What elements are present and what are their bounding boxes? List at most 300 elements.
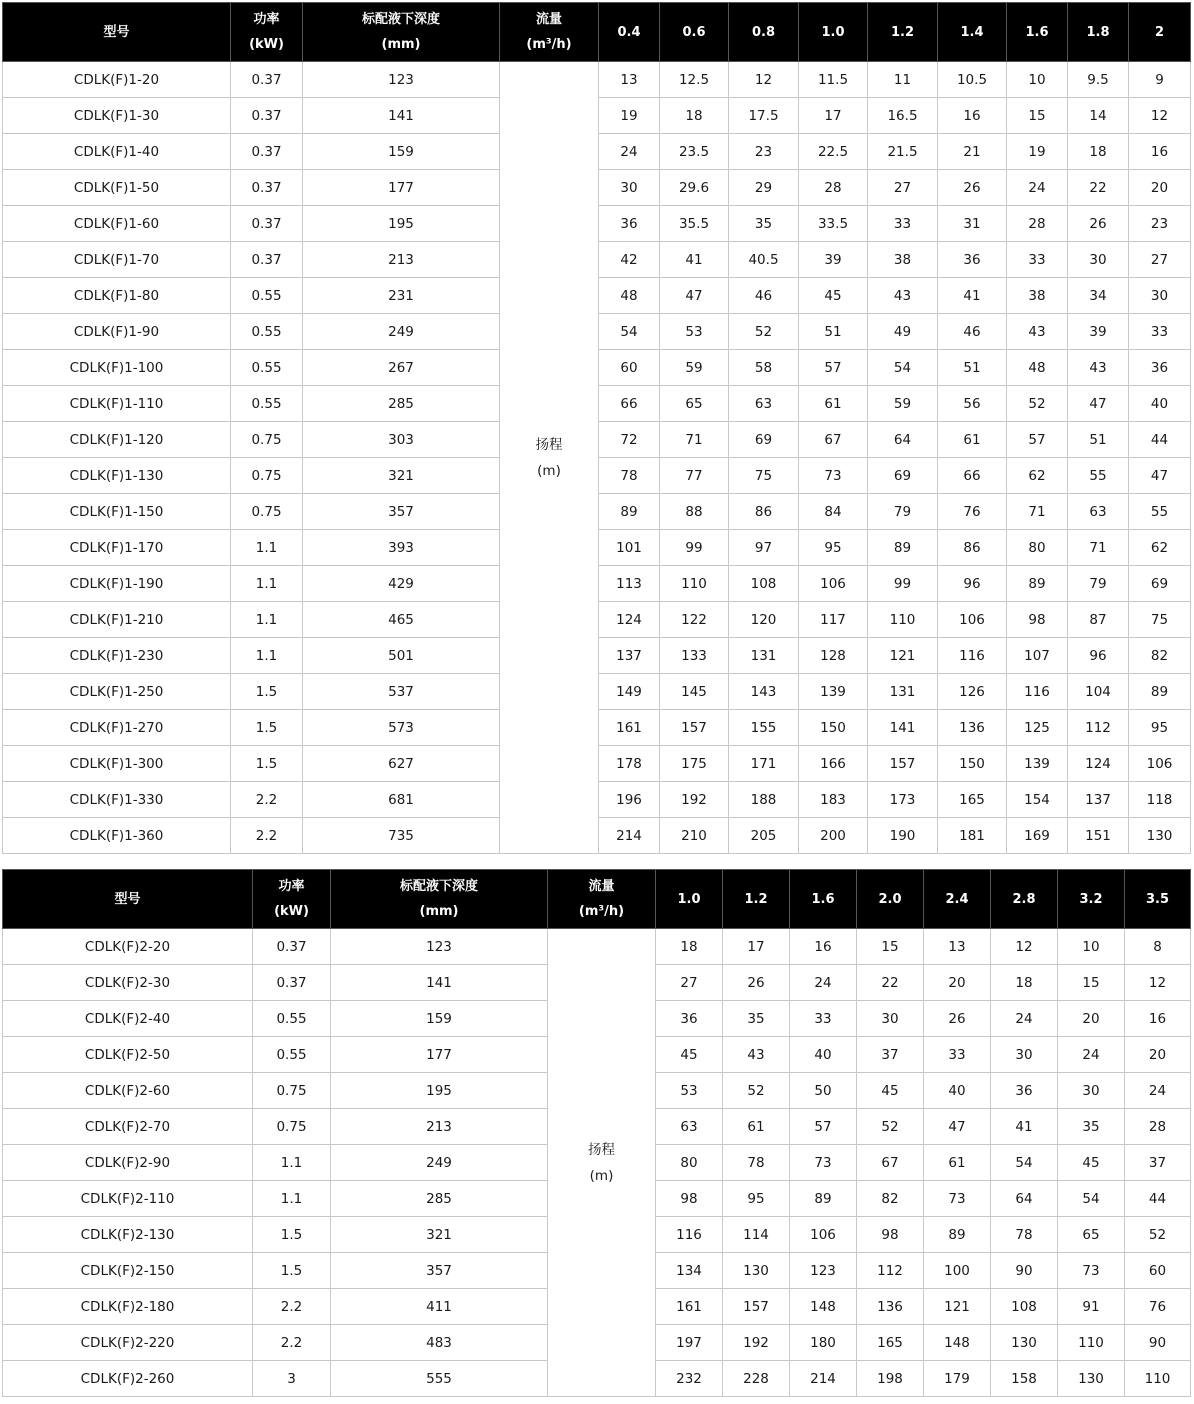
head-value-cell: 30 (991, 1037, 1058, 1073)
head-value-cell: 54 (599, 314, 660, 350)
power-cell: 0.37 (231, 134, 303, 170)
head-value-cell: 78 (599, 458, 660, 494)
model-header: 型号 (3, 870, 253, 929)
head-value-cell: 10 (1058, 929, 1125, 965)
model-cell: CDLK(F)2-220 (3, 1325, 253, 1361)
power-cell: 1.1 (231, 638, 303, 674)
head-value-cell: 18 (1068, 134, 1129, 170)
head-value-cell: 18 (656, 929, 723, 965)
depth-cell: 141 (331, 965, 548, 1001)
head-value-cell: 27 (656, 965, 723, 1001)
head-value-cell: 78 (723, 1145, 790, 1181)
head-value-cell: 45 (656, 1037, 723, 1073)
head-value-cell: 130 (1129, 818, 1191, 854)
head-value-cell: 28 (1007, 206, 1068, 242)
depth-header-label: 标配液下深度 (361, 12, 440, 27)
head-value-cell: 40 (1129, 386, 1191, 422)
model-cell: CDLK(F)2-40 (3, 1001, 253, 1037)
depth-cell: 303 (303, 422, 500, 458)
head-value-cell: 37 (1125, 1145, 1191, 1181)
model-cell: CDLK(F)2-130 (3, 1217, 253, 1253)
model-cell: CDLK(F)1-250 (3, 674, 231, 710)
head-value-cell: 73 (790, 1145, 857, 1181)
depth-cell: 267 (303, 350, 500, 386)
head-value-cell: 106 (1129, 746, 1191, 782)
head-value-cell: 20 (1125, 1037, 1191, 1073)
head-value-cell: 28 (799, 170, 868, 206)
head-value-cell: 40 (924, 1073, 991, 1109)
depth-cell: 195 (303, 206, 500, 242)
head-value-cell: 112 (857, 1253, 924, 1289)
head-value-cell: 165 (857, 1325, 924, 1361)
head-value-cell: 197 (656, 1325, 723, 1361)
power-cell: 1.1 (253, 1145, 331, 1181)
head-value-cell: 75 (1129, 602, 1191, 638)
model-cell: CDLK(F)2-60 (3, 1073, 253, 1109)
head-value-cell: 22 (1068, 170, 1129, 206)
head-value-cell: 116 (938, 638, 1007, 674)
head-value-cell: 181 (938, 818, 1007, 854)
model-header: 型号 (3, 3, 231, 62)
head-value-cell: 58 (729, 350, 799, 386)
head-value-cell: 123 (790, 1253, 857, 1289)
head-unit: (m) (589, 1167, 614, 1184)
head-value-cell: 16 (938, 98, 1007, 134)
head-value-cell: 13 (599, 62, 660, 98)
head-value-cell: 12 (729, 62, 799, 98)
power-cell: 1.1 (231, 602, 303, 638)
model-cell: CDLK(F)1-20 (3, 62, 231, 98)
head-value-cell: 19 (1007, 134, 1068, 170)
head-value-cell: 39 (799, 242, 868, 278)
head-value-cell: 158 (991, 1361, 1058, 1397)
head-value-cell: 228 (723, 1361, 790, 1397)
head-value-cell: 14 (1068, 98, 1129, 134)
head-value-cell: 150 (938, 746, 1007, 782)
head-value-cell: 84 (799, 494, 868, 530)
head-value-cell: 89 (924, 1217, 991, 1253)
power-cell: 0.55 (231, 350, 303, 386)
head-value-cell: 57 (790, 1109, 857, 1145)
depth-cell: 357 (303, 494, 500, 530)
depth-cell: 213 (303, 242, 500, 278)
head-value-cell: 38 (1007, 278, 1068, 314)
flow-value-header: 1.0 (799, 3, 868, 62)
model-cell: CDLK(F)1-40 (3, 134, 231, 170)
head-value-cell: 165 (938, 782, 1007, 818)
head-value-cell: 104 (1068, 674, 1129, 710)
model-cell: CDLK(F)2-50 (3, 1037, 253, 1073)
flow-value-header: 1.2 (868, 3, 938, 62)
power-header-label: 功率 (253, 12, 280, 27)
depth-cell: 537 (303, 674, 500, 710)
depth-cell: 357 (331, 1253, 548, 1289)
head-value-cell: 183 (799, 782, 868, 818)
head-value-cell: 50 (790, 1073, 857, 1109)
model-cell: CDLK(F)2-30 (3, 965, 253, 1001)
head-value-cell: 69 (868, 458, 938, 494)
head-value-cell: 73 (799, 458, 868, 494)
head-value-cell: 16 (1125, 1001, 1191, 1037)
flow-value-header: 1.8 (1068, 3, 1129, 62)
flow-header-unit: (m³/h) (526, 37, 572, 52)
model-cell: CDLK(F)1-230 (3, 638, 231, 674)
head-value-cell: 87 (1068, 602, 1129, 638)
flow-value-header: 3.5 (1125, 870, 1191, 929)
head-value-cell: 41 (938, 278, 1007, 314)
head-value-cell: 214 (599, 818, 660, 854)
head-value-cell: 188 (729, 782, 799, 818)
head-value-cell: 37 (857, 1037, 924, 1073)
head-value-cell: 198 (857, 1361, 924, 1397)
power-cell: 1.5 (231, 710, 303, 746)
head-value-cell: 128 (799, 638, 868, 674)
head-value-cell: 34 (1068, 278, 1129, 314)
head-value-cell: 157 (868, 746, 938, 782)
head-value-cell: 98 (1007, 602, 1068, 638)
depth-cell: 573 (303, 710, 500, 746)
head-value-cell: 52 (723, 1073, 790, 1109)
head-value-cell: 12 (991, 929, 1058, 965)
head-value-cell: 23 (729, 134, 799, 170)
head-value-cell: 113 (599, 566, 660, 602)
head-value-cell: 15 (857, 929, 924, 965)
head-value-cell: 24 (790, 965, 857, 1001)
head-value-cell: 91 (1058, 1289, 1125, 1325)
head-value-cell: 86 (938, 530, 1007, 566)
head-value-cell: 53 (660, 314, 729, 350)
depth-cell: 231 (303, 278, 500, 314)
power-cell: 1.1 (253, 1181, 331, 1217)
head-value-cell: 95 (799, 530, 868, 566)
head-value-cell: 200 (799, 818, 868, 854)
depth-cell: 249 (303, 314, 500, 350)
head-value-cell: 52 (729, 314, 799, 350)
head-label: 扬程 (535, 436, 563, 453)
head-value-cell: 121 (868, 638, 938, 674)
depth-header-unit: (mm) (381, 37, 421, 52)
head-value-cell: 65 (1058, 1217, 1125, 1253)
head-value-cell: 30 (599, 170, 660, 206)
head-value-cell: 80 (1007, 530, 1068, 566)
depth-cell: 321 (303, 458, 500, 494)
depth-cell: 681 (303, 782, 500, 818)
depth-cell: 627 (303, 746, 500, 782)
head-value-cell: 155 (729, 710, 799, 746)
depth-header-label: 标配液下深度 (399, 879, 478, 894)
head-value-cell: 130 (991, 1325, 1058, 1361)
head-value-cell: 171 (729, 746, 799, 782)
power-cell: 1.5 (253, 1253, 331, 1289)
head-value-cell: 192 (660, 782, 729, 818)
head-value-cell: 99 (660, 530, 729, 566)
head-value-cell: 89 (790, 1181, 857, 1217)
flow-value-header: 1.0 (656, 870, 723, 929)
head-value-cell: 33 (1007, 242, 1068, 278)
depth-cell: 123 (303, 62, 500, 98)
head-value-cell: 17.5 (729, 98, 799, 134)
flow-value-header: 2.4 (924, 870, 991, 929)
head-value-cell: 8 (1125, 929, 1191, 965)
head-value-cell: 30 (1068, 242, 1129, 278)
head-value-cell: 13 (924, 929, 991, 965)
head-value-cell: 27 (868, 170, 938, 206)
head-value-cell: 55 (1068, 458, 1129, 494)
head-value-cell: 89 (1129, 674, 1191, 710)
head-value-cell: 36 (938, 242, 1007, 278)
model-cell: CDLK(F)1-30 (3, 98, 231, 134)
head-value-cell: 45 (799, 278, 868, 314)
head-value-cell: 29 (729, 170, 799, 206)
head-value-cell: 173 (868, 782, 938, 818)
head-value-cell: 88 (660, 494, 729, 530)
head-value-cell: 45 (1058, 1145, 1125, 1181)
head-value-cell: 64 (991, 1181, 1058, 1217)
head-value-cell: 151 (1068, 818, 1129, 854)
head-label: 扬程 (588, 1141, 615, 1158)
head-value-cell: 232 (656, 1361, 723, 1397)
depth-cell: 321 (331, 1217, 548, 1253)
head-value-cell: 60 (599, 350, 660, 386)
head-value-cell: 71 (660, 422, 729, 458)
head-value-cell: 22.5 (799, 134, 868, 170)
pump-table-series-1 (2, 2, 1191, 854)
head-value-cell: 15 (1058, 965, 1125, 1001)
head-value-cell: 36 (1129, 350, 1191, 386)
head-value-cell: 35 (1058, 1109, 1125, 1145)
head-value-cell: 125 (1007, 710, 1068, 746)
head-value-cell: 65 (660, 386, 729, 422)
head-value-cell: 47 (924, 1109, 991, 1145)
flow-value-header: 0.8 (729, 3, 799, 62)
head-value-cell: 26 (938, 170, 1007, 206)
head-value-cell: 62 (1129, 530, 1191, 566)
model-cell: CDLK(F)1-100 (3, 350, 231, 386)
head-value-cell: 53 (656, 1073, 723, 1109)
depth-cell: 429 (303, 566, 500, 602)
head-value-cell: 18 (991, 965, 1058, 1001)
head-value-cell: 27 (1129, 242, 1191, 278)
head-value-cell: 130 (1058, 1361, 1125, 1397)
head-value-cell: 107 (1007, 638, 1068, 674)
head-value-cell: 49 (868, 314, 938, 350)
head-value-cell: 73 (924, 1181, 991, 1217)
head-value-cell: 179 (924, 1361, 991, 1397)
depth-cell: 123 (331, 929, 548, 965)
depth-header (331, 870, 548, 929)
head-value-cell: 43 (1068, 350, 1129, 386)
head-value-cell: 40 (790, 1037, 857, 1073)
depth-cell: 285 (331, 1181, 548, 1217)
depth-cell: 141 (303, 98, 500, 134)
head-value-cell: 143 (729, 674, 799, 710)
power-cell: 0.37 (231, 170, 303, 206)
flow-value-header: 3.2 (1058, 870, 1125, 929)
head-value-cell: 39 (1068, 314, 1129, 350)
head-value-cell: 61 (924, 1145, 991, 1181)
head-value-cell: 26 (1068, 206, 1129, 242)
head-value-cell: 22 (857, 965, 924, 1001)
power-cell: 0.55 (253, 1037, 331, 1073)
head-value-cell: 99 (868, 566, 938, 602)
head-value-cell: 82 (857, 1181, 924, 1217)
head-value-cell: 21.5 (868, 134, 938, 170)
head-value-cell: 41 (660, 242, 729, 278)
head-value-cell: 41 (991, 1109, 1058, 1145)
head-value-cell: 40.5 (729, 242, 799, 278)
flow-header-unit: (m³/h) (578, 904, 625, 919)
head-value-cell: 98 (656, 1181, 723, 1217)
head-value-cell: 63 (656, 1109, 723, 1145)
head-value-cell: 56 (938, 386, 1007, 422)
pump-table-series-2 (2, 869, 1191, 1397)
head-value-cell: 180 (790, 1325, 857, 1361)
head-value-cell: 12 (1125, 965, 1191, 1001)
head-value-cell: 60 (1125, 1253, 1191, 1289)
head-value-cell: 63 (729, 386, 799, 422)
model-cell: CDLK(F)1-270 (3, 710, 231, 746)
head-value-cell: 9.5 (1068, 62, 1129, 98)
flow-header (500, 3, 599, 62)
head-value-cell: 30 (857, 1001, 924, 1037)
head-value-cell: 23.5 (660, 134, 729, 170)
head-value-cell: 106 (938, 602, 1007, 638)
head-value-cell: 51 (1068, 422, 1129, 458)
head-value-cell: 116 (1007, 674, 1068, 710)
head-value-cell: 24 (1007, 170, 1068, 206)
head-value-cell: 38 (868, 242, 938, 278)
flow-value-header: 1.6 (790, 870, 857, 929)
power-cell: 0.37 (231, 206, 303, 242)
head-value-cell: 67 (857, 1145, 924, 1181)
head-value-cell: 33 (1129, 314, 1191, 350)
model-cell: CDLK(F)2-110 (3, 1181, 253, 1217)
head-value-cell: 137 (1068, 782, 1129, 818)
head-value-cell: 95 (1129, 710, 1191, 746)
power-cell: 2.2 (253, 1325, 331, 1361)
power-header (253, 870, 331, 929)
depth-cell: 285 (303, 386, 500, 422)
head-value-cell: 161 (656, 1289, 723, 1325)
head-value-cell: 66 (938, 458, 1007, 494)
head-value-cell: 44 (1129, 422, 1191, 458)
power-cell: 2.2 (231, 782, 303, 818)
model-cell: CDLK(F)1-130 (3, 458, 231, 494)
head-value-cell: 86 (729, 494, 799, 530)
head-value-cell: 24 (599, 134, 660, 170)
power-cell: 1.1 (231, 530, 303, 566)
head-value-cell: 126 (938, 674, 1007, 710)
head-value-cell: 112 (1068, 710, 1129, 746)
head-value-cell: 96 (938, 566, 1007, 602)
head-label-cell (548, 929, 656, 1397)
flow-value-header: 1.4 (938, 3, 1007, 62)
model-cell: CDLK(F)2-150 (3, 1253, 253, 1289)
head-value-cell: 62 (1007, 458, 1068, 494)
flow-value-header: 0.4 (599, 3, 660, 62)
head-unit: (m) (537, 462, 561, 479)
power-cell: 0.75 (231, 458, 303, 494)
head-value-cell: 148 (924, 1325, 991, 1361)
head-value-cell: 214 (790, 1361, 857, 1397)
table-row (3, 929, 1191, 965)
head-value-cell: 48 (599, 278, 660, 314)
flow-value-header: 0.6 (660, 3, 729, 62)
head-value-cell: 43 (723, 1037, 790, 1073)
head-value-cell: 90 (991, 1253, 1058, 1289)
head-value-cell: 26 (924, 1001, 991, 1037)
head-value-cell: 78 (991, 1217, 1058, 1253)
head-value-cell: 96 (1068, 638, 1129, 674)
head-value-cell: 20 (1058, 1001, 1125, 1037)
flow-value-header: 2.8 (991, 870, 1058, 929)
model-cell: CDLK(F)2-90 (3, 1145, 253, 1181)
power-cell: 1.5 (253, 1217, 331, 1253)
head-value-cell: 106 (799, 566, 868, 602)
head-value-cell: 52 (857, 1109, 924, 1145)
head-value-cell: 64 (868, 422, 938, 458)
head-value-cell: 89 (1007, 566, 1068, 602)
power-cell: 0.37 (231, 62, 303, 98)
table-row (3, 62, 1191, 98)
depth-cell: 411 (331, 1289, 548, 1325)
power-cell: 1.5 (231, 674, 303, 710)
depth-cell: 465 (303, 602, 500, 638)
depth-cell: 483 (331, 1325, 548, 1361)
head-value-cell: 124 (599, 602, 660, 638)
head-value-cell: 148 (790, 1289, 857, 1325)
head-value-cell: 30 (1058, 1073, 1125, 1109)
depth-header-unit: (mm) (419, 904, 459, 919)
power-cell: 3 (253, 1361, 331, 1397)
power-header-unit: (kW) (274, 904, 309, 919)
head-value-cell: 69 (729, 422, 799, 458)
power-cell: 0.55 (231, 386, 303, 422)
head-value-cell: 169 (1007, 818, 1068, 854)
power-cell: 0.55 (231, 314, 303, 350)
table-body (3, 62, 1191, 854)
head-value-cell: 45 (857, 1073, 924, 1109)
head-value-cell: 108 (729, 566, 799, 602)
head-value-cell: 51 (938, 350, 1007, 386)
power-cell: 0.75 (231, 422, 303, 458)
depth-cell: 249 (331, 1145, 548, 1181)
head-value-cell: 44 (1125, 1181, 1191, 1217)
head-value-cell: 28 (1125, 1109, 1191, 1145)
model-cell: CDLK(F)2-260 (3, 1361, 253, 1397)
head-value-cell: 47 (660, 278, 729, 314)
head-value-cell: 90 (1125, 1325, 1191, 1361)
head-value-cell: 196 (599, 782, 660, 818)
head-value-cell: 33.5 (799, 206, 868, 242)
head-value-cell: 141 (868, 710, 938, 746)
head-value-cell: 89 (868, 530, 938, 566)
depth-cell: 195 (331, 1073, 548, 1109)
power-cell: 0.55 (253, 1001, 331, 1037)
head-value-cell: 35 (729, 206, 799, 242)
head-value-cell: 48 (1007, 350, 1068, 386)
head-value-cell: 24 (991, 1001, 1058, 1037)
head-value-cell: 12.5 (660, 62, 729, 98)
power-cell: 1.1 (231, 566, 303, 602)
header-row (3, 3, 1191, 62)
power-cell: 0.37 (231, 98, 303, 134)
head-value-cell: 11.5 (799, 62, 868, 98)
head-value-cell: 24 (1125, 1073, 1191, 1109)
head-value-cell: 117 (799, 602, 868, 638)
head-value-cell: 79 (1068, 566, 1129, 602)
head-value-cell: 77 (660, 458, 729, 494)
